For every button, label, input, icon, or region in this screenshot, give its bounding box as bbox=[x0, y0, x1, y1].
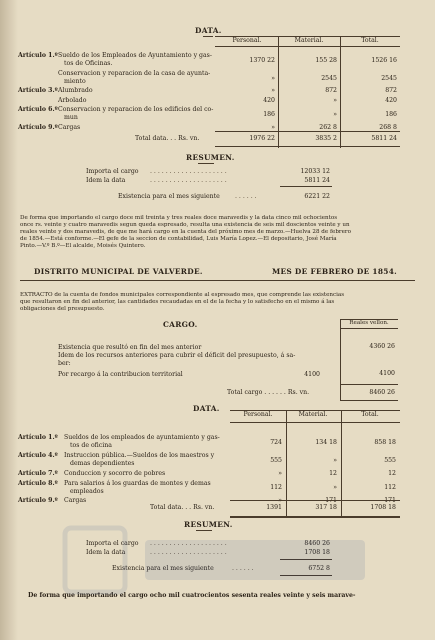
row-material-value: 872 bbox=[325, 87, 337, 95]
table-header-rule bbox=[230, 422, 400, 423]
idem-value: 5811 24 bbox=[304, 177, 330, 184]
library-watermark bbox=[55, 520, 385, 600]
closing-line: reales veinte y dos maravedis, de que me hará cargo en la cuenta del próximo mes de marzo.—Huelva 28 de febrero bbox=[20, 229, 351, 235]
total-total: 5811 24 bbox=[371, 135, 397, 142]
existencia-label: Existencia para el mes siguiente bbox=[112, 565, 214, 572]
row-description: tos de oficina bbox=[70, 442, 112, 450]
row-description: Cargas bbox=[58, 123, 81, 131]
row-personal-value: » bbox=[271, 74, 275, 82]
row-personal-value: 724 bbox=[270, 438, 282, 446]
importa-value: 12033 12 bbox=[300, 168, 330, 175]
cargo-row1-value: 4360 26 bbox=[369, 343, 395, 350]
row-total-value: 1526 16 bbox=[371, 56, 397, 64]
row-description: demas dependientes bbox=[70, 460, 135, 468]
importa-value: 8460 26 bbox=[304, 540, 330, 547]
row-article-label: Artículo 9.º bbox=[18, 123, 58, 131]
row-description: Sueldos de los empleados de ayuntamiento y gas- bbox=[64, 434, 220, 441]
resumen-heading-1: RESUMEN. bbox=[186, 153, 235, 162]
col-header-reales: Reales vellon. bbox=[349, 320, 389, 326]
district-month: MES DE FEBRERO DE 1854. bbox=[272, 267, 398, 276]
row-article-label: Artículo 6.º bbox=[18, 106, 58, 113]
extract-line: que resultaron en fin del anterior, las cantidades recaudadas en el de la fecha y lo satisfecho en el mismo á las bbox=[20, 299, 335, 305]
cargo-col-rule bbox=[340, 328, 398, 329]
row-material-value: 171 bbox=[325, 497, 337, 505]
importa-label: Importa el cargo bbox=[86, 168, 139, 175]
idem-value: 1708 18 bbox=[304, 549, 330, 556]
heading-underline bbox=[203, 36, 213, 37]
heading-underline bbox=[198, 163, 214, 164]
row-personal-value: 420 bbox=[263, 96, 275, 104]
dot-leader: . . . . . . . . . . . . . . . . . . . . bbox=[150, 177, 227, 184]
dot-leader: . . . . . . . . . . . . . . . . . . . . bbox=[150, 540, 227, 547]
extract-paragraph bbox=[20, 292, 420, 313]
total-material: 317 18 bbox=[315, 504, 337, 511]
row-article-label: Artículo 9.º bbox=[18, 497, 58, 505]
row-description: Conservacion y reparacion de los edificios del co- bbox=[58, 106, 214, 113]
row-total-value: 12 bbox=[388, 469, 396, 477]
data-heading-2: DATA. bbox=[193, 404, 220, 413]
total-total: 1708 18 bbox=[370, 504, 396, 511]
cargo-row1-line3: ber: bbox=[58, 360, 71, 367]
resumen-heading-2: RESUMEN. bbox=[184, 520, 233, 529]
row-total-value: 112 bbox=[384, 484, 396, 492]
col-header-total: Total. bbox=[361, 411, 379, 418]
col-header-personal: Personal. bbox=[232, 37, 262, 44]
row-total-value: 186 bbox=[385, 110, 397, 118]
idem-label: Idem la data bbox=[86, 177, 126, 184]
row-total-value: 2545 bbox=[381, 74, 397, 82]
row-total-value: 872 bbox=[385, 87, 397, 95]
closing-line: Pinto.—V.º B.º—El alcalde, Moisés Quintero. bbox=[20, 243, 146, 249]
row-material-value: 262 8 bbox=[319, 123, 337, 131]
total-data-label: Total data. . . Rs. vn. bbox=[135, 135, 200, 142]
sum-rule bbox=[280, 186, 332, 187]
row-article-label: Artículo 1.º bbox=[18, 434, 58, 441]
cargo-total-label: Total cargo . . . . . . Rs. vn. bbox=[227, 389, 310, 396]
col-header-material: Material. bbox=[298, 411, 328, 418]
row-article-label: Artículo 3.º bbox=[18, 87, 58, 95]
total-personal: 1976 22 bbox=[249, 135, 275, 142]
data-heading-1: DATA. bbox=[195, 26, 222, 35]
dot-leader: . . . . . . bbox=[232, 565, 254, 572]
dot-leader: . . . . . . . . . . . . . . . . . . . . bbox=[150, 549, 227, 556]
extract-line: obligaciones del presupuesto. bbox=[20, 306, 105, 312]
row-personal-value: » bbox=[278, 469, 282, 477]
row-material-value: 2545 bbox=[321, 74, 337, 82]
row-description: Conservacion y reparacion de la casa de ayunta- bbox=[58, 69, 211, 77]
row-description: Cargas bbox=[64, 497, 87, 505]
row-material-value: » bbox=[333, 96, 337, 104]
district-rule bbox=[20, 280, 415, 281]
row-description: Arbolado bbox=[58, 96, 87, 104]
page-edge-shadow bbox=[0, 0, 18, 640]
row-total-value: 268 8 bbox=[379, 123, 397, 131]
row-personal-value: 112 bbox=[270, 484, 282, 492]
total-rule bbox=[230, 500, 400, 501]
row-description: mun bbox=[64, 114, 78, 122]
row-description: Instruccion pública.—Sueldos de los maestros y bbox=[64, 451, 215, 459]
closing-line: once rs. veinte y cuatro maravedis segun queda espresado, resulta una existencia de seis mil doscientos veinte y un bbox=[20, 222, 350, 228]
cargo-heading: CARGO. bbox=[163, 320, 198, 329]
row-description: tos de Oficinas. bbox=[64, 60, 113, 68]
existencia-value: 6221 22 bbox=[304, 193, 330, 200]
importa-label: Importa el cargo bbox=[86, 540, 139, 547]
existencia-value: 6752 8 bbox=[308, 565, 330, 572]
row-personal-value: 555 bbox=[270, 456, 282, 464]
cargo-row2-label: Por recargo á la contribucion territorial bbox=[58, 371, 183, 378]
cargo-row1-line1: Existencia que resultó en fin del mes anterior bbox=[58, 344, 202, 351]
heading-underline bbox=[196, 530, 212, 531]
cargo-row2-value: 4100 bbox=[379, 370, 395, 377]
row-material-value: » bbox=[333, 456, 337, 464]
extract-line: EXTRACTO de la cuenta de fondos municipales correspondiente al espresado mes, que comprende las existencias bbox=[20, 292, 345, 298]
total-rule bbox=[215, 131, 400, 132]
col-header-material: Material. bbox=[294, 37, 324, 44]
cargo-row2-sub: 4100 bbox=[304, 371, 320, 378]
row-material-value: 134 18 bbox=[315, 438, 337, 446]
total-material: 3835 2 bbox=[315, 135, 337, 142]
row-article-label: Artículo 4.º bbox=[18, 451, 58, 459]
row-total-value: 555 bbox=[384, 456, 396, 464]
dot-leader: . . . . . . . . . . . . . . . . . . . . bbox=[150, 168, 227, 175]
row-description: Alumbrado bbox=[58, 87, 93, 95]
closing-line: de 1854.—Está conforme.—El gefe de la seccion de contabilidad, Luis María Lopez.—El depositario, José María bbox=[20, 236, 337, 242]
row-description: miento bbox=[64, 77, 86, 85]
total-bottom-rule bbox=[215, 146, 400, 147]
sum-rule bbox=[280, 575, 332, 576]
row-description: Conduccion y socorro de pobres bbox=[64, 469, 166, 477]
row-total-value: 420 bbox=[385, 96, 397, 104]
row-personal-value: 1370 22 bbox=[249, 56, 275, 64]
total-data-label: Total data. . . Rs. vn. bbox=[150, 504, 215, 511]
existencia-label: Existencia para el mes siguiente bbox=[118, 193, 220, 200]
col-header-total: Total. bbox=[361, 37, 379, 44]
closing-paragraph-2: De forma que importando el cargo ocho mil cuatrocientos sesenta reales veinte y seis marave- bbox=[28, 592, 356, 599]
district-title: DISTRITO MUNICIPAL DE VALVERDE. bbox=[34, 267, 203, 276]
idem-label: Idem la data bbox=[86, 549, 126, 556]
row-article-label: Artículo 1.º bbox=[18, 52, 58, 59]
row-total-value: 171 bbox=[384, 497, 396, 505]
cargo-total-value: 8460 26 bbox=[369, 389, 395, 396]
closing-line: De forma que importando el cargo doce mil treinta y tres reales doce maravedis y la data cinco mil ochocientos bbox=[20, 215, 338, 221]
row-total-value: 858 18 bbox=[374, 438, 396, 446]
row-personal-value: 186 bbox=[263, 110, 275, 118]
row-personal-value: » bbox=[271, 123, 275, 131]
row-material-value: » bbox=[333, 484, 337, 492]
col-header-personal: Personal. bbox=[243, 411, 273, 418]
row-description: Para salarios á los guardas de montes y demas bbox=[64, 479, 211, 487]
table-header-rule bbox=[215, 46, 400, 47]
closing-paragraph-1 bbox=[20, 215, 420, 250]
sum-rule bbox=[280, 559, 332, 560]
total-bottom-rule bbox=[230, 516, 400, 518]
total-personal: 1391 bbox=[266, 504, 282, 511]
row-material-value: 155 28 bbox=[315, 56, 337, 64]
cargo-total-rule bbox=[340, 384, 398, 385]
row-article-label: Artículo 7.º bbox=[18, 469, 58, 477]
row-article-label: Artículo 8.º bbox=[18, 479, 58, 487]
row-personal-value: » bbox=[271, 87, 275, 95]
row-description: Sueldo de los Empleados de Ayuntamiento y gas- bbox=[58, 52, 212, 59]
cargo-bottom-rule bbox=[340, 400, 398, 401]
row-material-value: 12 bbox=[329, 469, 337, 477]
cargo-row1-line2: Idem de los recursos anteriores para cubrir el déficit del presupuesto, á sa- bbox=[58, 352, 296, 359]
row-personal-value: » bbox=[278, 497, 282, 505]
row-material-value: » bbox=[333, 110, 337, 118]
row-description: empleados bbox=[70, 487, 104, 495]
dot-leader: . . . . . . bbox=[235, 193, 257, 200]
